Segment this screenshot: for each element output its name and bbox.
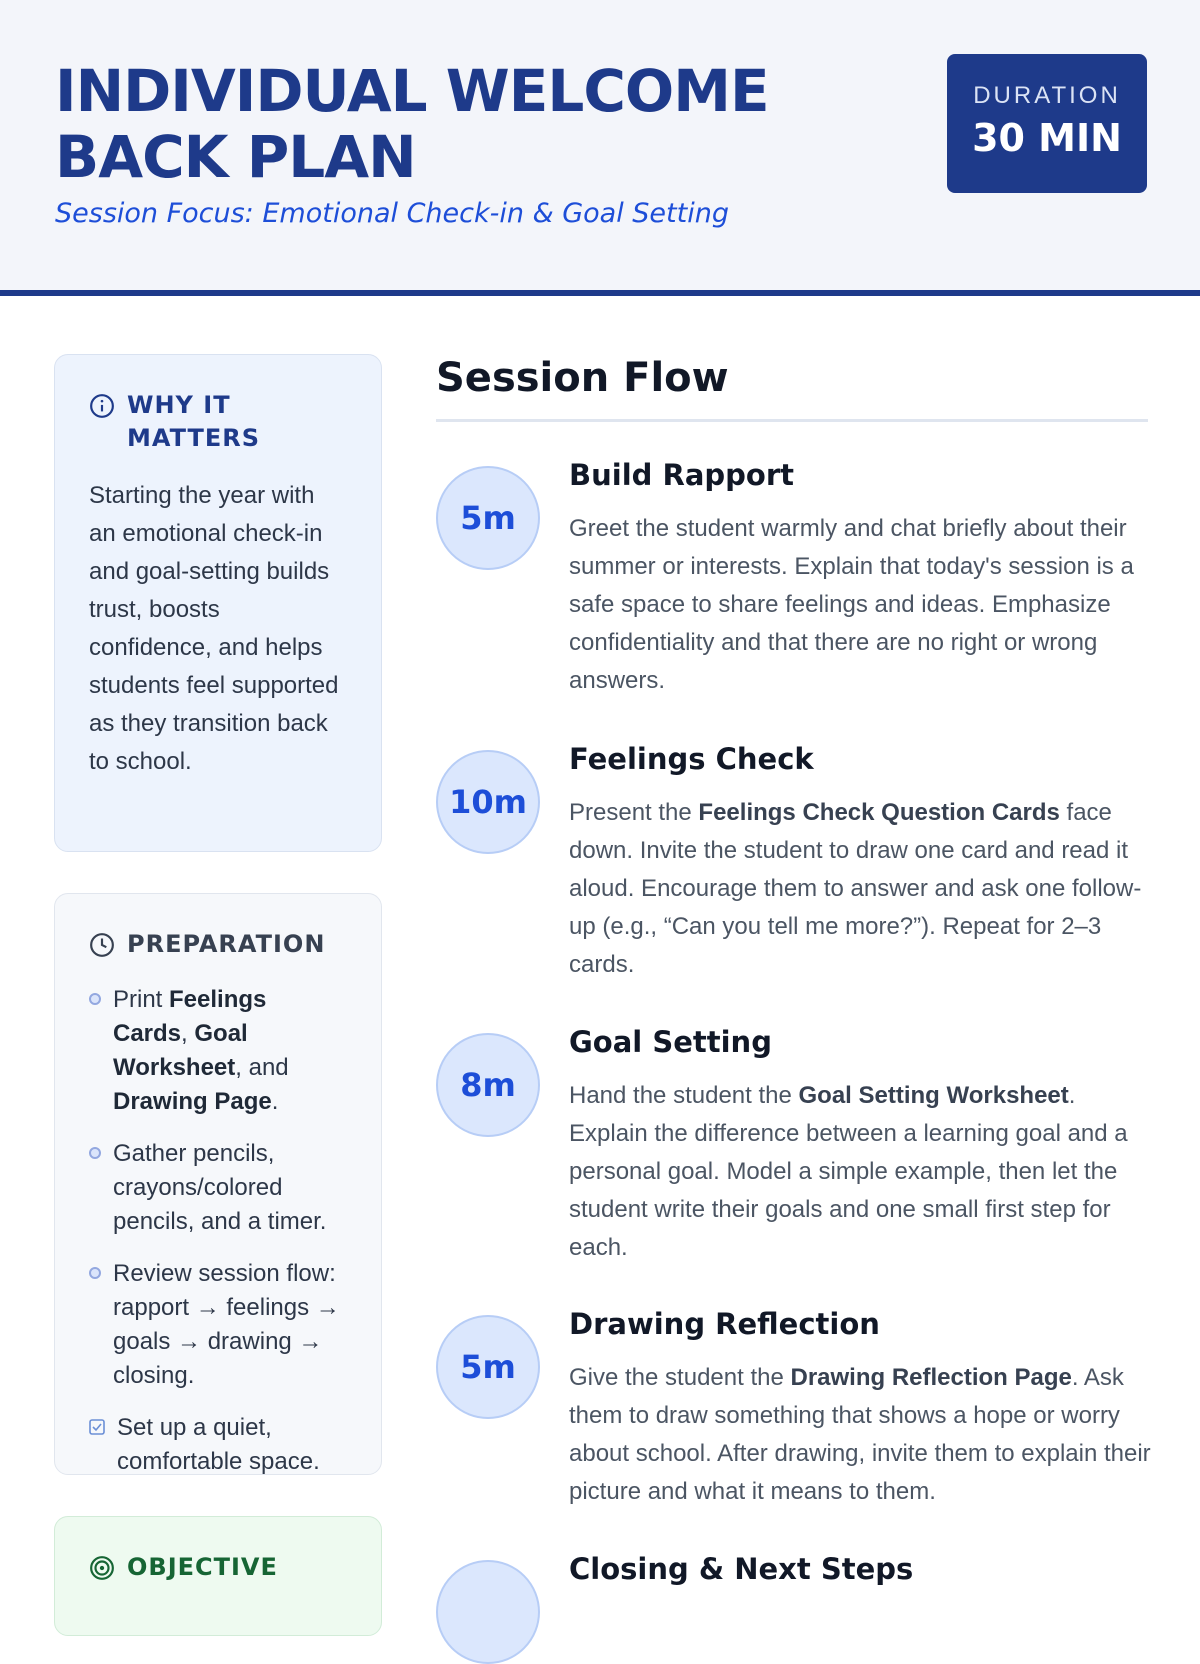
step-title: Build Rapport bbox=[569, 458, 794, 492]
step-time-badge: 8m bbox=[436, 1033, 540, 1137]
step-time-badge bbox=[436, 1560, 540, 1664]
preparation-card bbox=[54, 893, 382, 1475]
step-time-badge: 10m bbox=[436, 750, 540, 854]
checkbox-icon bbox=[89, 1419, 105, 1435]
divider bbox=[436, 419, 1148, 422]
preparation-title: PREPARATION bbox=[127, 930, 326, 958]
step-description: Give the student the Drawing Reflection Page. Ask them to draw something that shows a hope or worry about school. After drawing, invite them to explain their picture and what it means to them. bbox=[569, 1364, 1151, 1505]
bullet-icon bbox=[89, 1147, 101, 1159]
why-it-matters-title: WHY IT MATTERS bbox=[127, 391, 261, 452]
page-title: INDIVIDUAL WELCOME BACK PLAN bbox=[55, 57, 769, 191]
preparation-item-text: Set up a quiet, comfortable space. bbox=[117, 1414, 320, 1475]
preparation-item-text: Print Feelings Cards, Goal Worksheet, and Drawing Page. bbox=[113, 986, 289, 1115]
duration-label: DURATION bbox=[973, 82, 1121, 109]
why-it-matters-text: Starting the year with an emotional check-in and goal-setting builds trust, boosts confidence, and helps students feel supported as they transition back to school. bbox=[89, 482, 339, 775]
step-description: Hand the student the Goal Setting Worksheet. Explain the difference between a learning goal and a personal goal. Model a simple example, then let the student write their goals and one small first step for each. bbox=[569, 1082, 1128, 1261]
target-icon bbox=[89, 1555, 115, 1581]
step-description: Present the Feelings Check Question Cards face down. Invite the student to draw one card and read it aloud. Encourage them to answer and ask one follow-up (e.g., “Can you tell me more?”). Repeat for 2–3 cards. bbox=[569, 799, 1142, 978]
step-time-badge: 5m bbox=[436, 1315, 540, 1419]
step-title: Goal Setting bbox=[569, 1025, 772, 1059]
list-item bbox=[89, 1257, 347, 1393]
preparation-list bbox=[89, 983, 347, 1479]
step-title: Drawing Reflection bbox=[569, 1307, 880, 1341]
list-item bbox=[89, 1411, 347, 1479]
duration-badge bbox=[947, 54, 1147, 193]
session-focus-subtitle: Session Focus: Emotional Check-in & Goal Setting bbox=[55, 198, 729, 229]
step-title: Feelings Check bbox=[569, 742, 814, 776]
bullet-icon bbox=[89, 1267, 101, 1279]
objective-card bbox=[54, 1516, 382, 1636]
preparation-item-text: Review session flow: rapport → feelings → goals → drawing → closing. bbox=[113, 1260, 340, 1389]
page-header bbox=[0, 0, 1200, 296]
step-description: Greet the student warmly and chat briefly about their summer or interests. Explain that today's session is a safe space to share feelings and ideas. Emphasize confidentiality and that there are no right or wrong answers. bbox=[569, 515, 1134, 694]
list-item bbox=[89, 1137, 347, 1239]
step-time-badge: 5m bbox=[436, 466, 540, 570]
step-title: Closing & Next Steps bbox=[569, 1552, 914, 1586]
preparation-item-text: Gather pencils, crayons/colored pencils, and a timer. bbox=[113, 1140, 327, 1235]
clock-icon bbox=[89, 932, 115, 958]
info-icon bbox=[89, 393, 115, 419]
session-flow-title: Session Flow bbox=[436, 355, 729, 401]
bullet-icon bbox=[89, 993, 101, 1005]
objective-title: OBJECTIVE bbox=[127, 1553, 278, 1581]
duration-value: 30 MIN bbox=[972, 116, 1122, 160]
list-item bbox=[89, 983, 347, 1119]
why-it-matters-card bbox=[54, 354, 382, 852]
